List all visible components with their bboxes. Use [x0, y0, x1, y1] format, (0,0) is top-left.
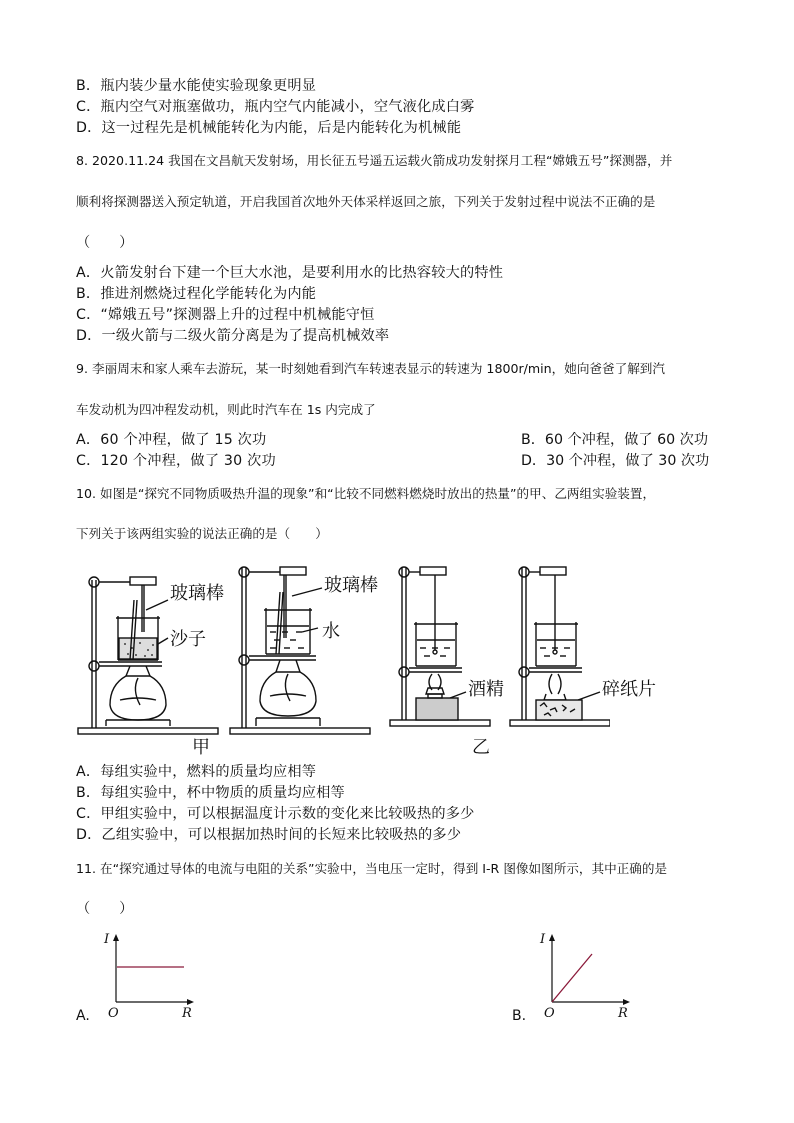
q9-option-c: C．120 个冲程，做了 30 次功 [76, 453, 276, 469]
graph-a-y-label: I [104, 932, 110, 947]
q11-answer-paren: （ ） [76, 901, 134, 917]
q9-stem-line1: 9. 李丽周末和家人乘车去游玩，某一时刻她看到汽车转速表显示的转速为 1800r/min，她向爸爸了解到汽 [76, 361, 665, 376]
graph-b-origin-label: O [544, 1006, 555, 1021]
graph-a-axes [76, 930, 196, 1030]
label-alcohol: 酒精 [468, 679, 504, 700]
q10-option-d: D．乙组实验中，可以根据加热时间的长短来比较吸热的多少 [76, 827, 462, 843]
label-glass-rod-1: 玻璃棒 [170, 583, 224, 604]
graph-b-axes [512, 930, 632, 1030]
q8-answer-paren: （ ） [76, 235, 134, 251]
q8-option-b: B．推进剂燃烧过程化学能转化为内能 [76, 286, 317, 302]
graph-b-data-line [552, 954, 592, 1002]
q11-stem-line1: 11. 在“探究通过导体的电流与电阻的关系”实验中，当电压一定时，得到 I-R 图像如图所示，其中正确的是 [76, 861, 668, 876]
q10-option-a: A．每组实验中，燃料的质量均应相等 [76, 764, 317, 780]
q10-option-b: B．每组实验中，杯中物质的质量均应相等 [76, 785, 345, 801]
q10-stem-line1: 10. 如图是“探究不同物质吸热升温的现象”和“比较不同燃料燃烧时放出的热量”的甲、乙两组实验装置， [76, 486, 656, 501]
q11-graph-a [76, 930, 196, 1030]
label-paper-scraps: 碎纸片 [602, 679, 656, 700]
apparatus-alcohol [390, 567, 490, 726]
label-sand: 沙子 [170, 629, 206, 650]
q11-graph-b [512, 930, 632, 1030]
q10-apparatus-figure [70, 560, 656, 760]
q10-stem-line2: 下列关于该两组实验的说法正确的是（ ） [76, 526, 328, 541]
q11-option-a-label: A. [76, 1008, 90, 1024]
label-water: 水 [322, 621, 340, 642]
q7-option-c: C．瓶内空气对瓶塞做功，瓶内空气内能减小，空气液化成白雾 [76, 99, 475, 115]
q9-option-d: D．30 个冲程，做了 30 次功 [521, 453, 710, 469]
graph-a-origin-label: O [108, 1006, 119, 1021]
label-group-jia: 甲 [192, 737, 210, 758]
q11-option-b-label: B. [512, 1008, 527, 1024]
q9-option-a: A．60 个冲程，做了 15 次功 [76, 432, 267, 448]
q9-stem-line2: 车发动机为四冲程发动机，则此时汽车在 1s 内完成了 [76, 402, 376, 417]
q7-option-d: D．这一过程先是机械能转化为内能，后是内能转化为机械能 [76, 120, 462, 136]
q10-option-c: C．甲组实验中，可以根据温度计示数的变化来比较吸热的多少 [76, 806, 475, 822]
apparatus-paper [510, 567, 610, 726]
graph-a-x-label: R [182, 1006, 192, 1021]
q8-option-c: C．“嫦娥五号”探测器上升的过程中机械能守恒 [76, 307, 375, 323]
label-group-yi: 乙 [472, 737, 490, 758]
graph-b-y-label: I [540, 932, 546, 947]
q8-stem-line2: 顺利将探测器送入预定轨道，开启我国首次地外天体采样返回之旅，下列关于发射过程中说法不正确的是 [76, 194, 656, 209]
q8-stem-line1: 8. 2020.11.24 我国在文昌航天发射场，用长征五号遥五运载火箭成功发射探月工程“嫦娥五号”探测器，并 [76, 153, 673, 168]
graph-b-x-label: R [618, 1006, 628, 1021]
label-glass-rod-2: 玻璃棒 [324, 575, 378, 596]
q8-option-d: D．一级火箭与二级火箭分离是为了提高机械效率 [76, 328, 390, 344]
q7-option-b: B．瓶内装少量水能使实验现象更明显 [76, 78, 317, 94]
q8-option-a: A．火箭发射台下建一个巨大水池，是要利用水的比热容较大的特性 [76, 265, 504, 281]
q9-option-b: B．60 个冲程，做了 60 次功 [521, 432, 709, 448]
